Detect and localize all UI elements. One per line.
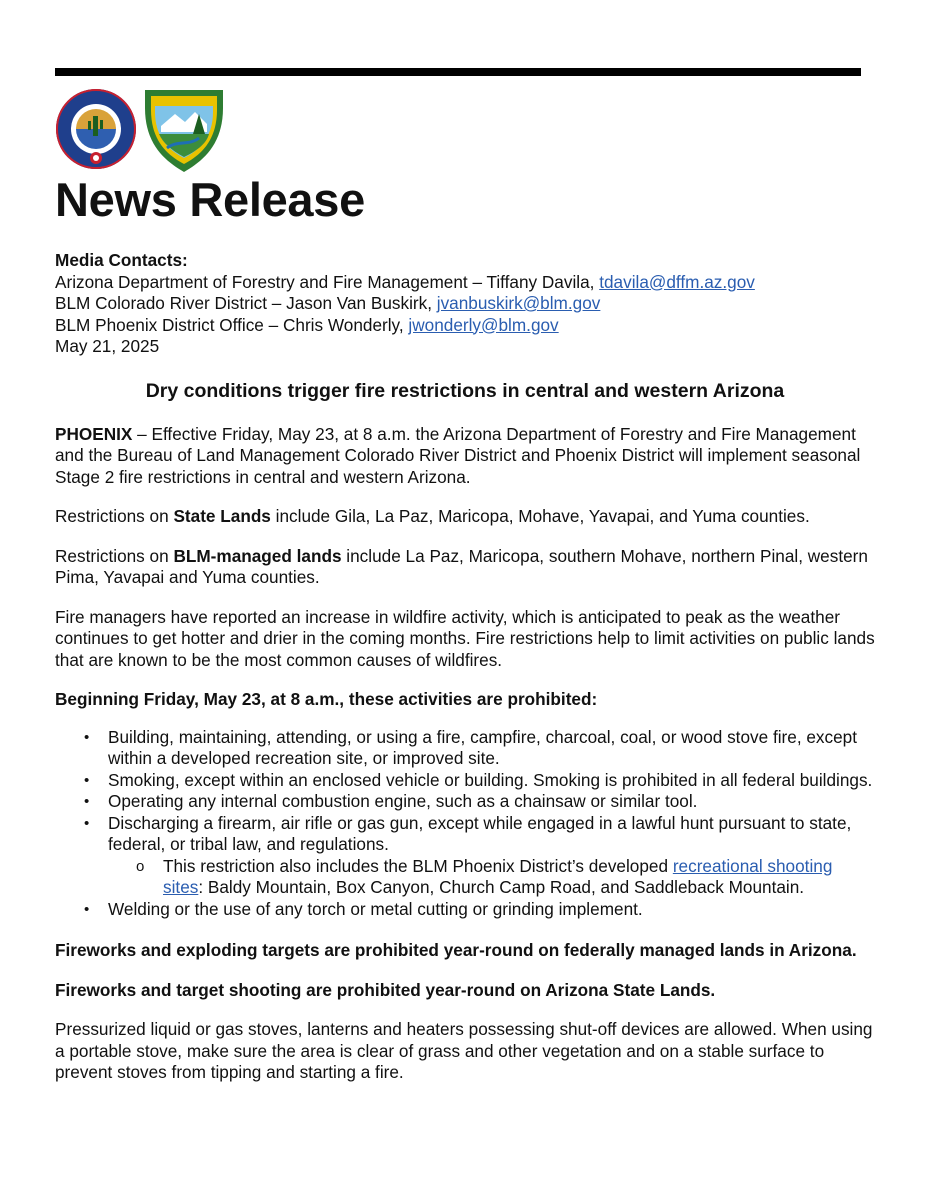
state-lands-paragraph	[55, 506, 875, 528]
dateline: PHOENIX	[55, 423, 133, 444]
logo-row	[55, 88, 255, 174]
contact-name: BLM Colorado River District – Jason Van Buskirk,	[55, 293, 437, 313]
email-link[interactable]: jwonderly@blm.gov	[408, 314, 559, 335]
fireworks-federal-note: Fireworks and exploding targets are prohibited year-round on federally managed lands in Arizona.	[55, 940, 857, 960]
email-link[interactable]: tdavila@dffm.az.gov	[599, 271, 755, 292]
release-body	[55, 250, 875, 1084]
list-item	[84, 769, 875, 792]
contact-name: BLM Phoenix District Office – Chris Wonderly,	[55, 314, 409, 335]
list-item	[84, 812, 875, 899]
bullet-icon: •	[84, 728, 90, 746]
media-contacts-label: Media Contacts:	[55, 250, 188, 270]
circle-bullet-icon: o	[136, 857, 145, 875]
list-item	[84, 898, 875, 921]
blm-lands-paragraph	[55, 546, 875, 589]
text-span: Restrictions on	[55, 506, 174, 526]
text-span: include Gila, La Paz, Maricopa, Mohave, Yavapai, and Yuma counties.	[270, 506, 810, 526]
bullet-icon: •	[84, 793, 90, 810]
state-lands-label: State Lands	[173, 506, 271, 526]
list-item-text: Building, maintaining, attending, or using a fire, campfire, charcoal, coal, or wood stove fire, except within a developed recreation site, or improved site.	[108, 726, 858, 768]
contact-line	[55, 315, 875, 337]
contact-line	[55, 272, 875, 294]
headline: Dry conditions trigger fire restrictions in central and western Arizona	[145, 379, 785, 402]
fireworks-state-note: Fireworks and target shooting are prohibited year-round on Arizona State Lands.	[55, 979, 716, 1000]
blm-lands-label: BLM-managed lands	[173, 545, 342, 566]
sub-list	[108, 856, 875, 899]
managers-paragraph: Fire managers have reported an increase in wildfire activity, which is anticipated to peak as the weather continues to get hotter and drier in the coming months. Fire restrictions help to limit activities on public lands that are known to be the most common causes of wildfires.	[55, 606, 875, 670]
bullet-icon: •	[84, 814, 90, 832]
list-item-text: Discharging a firearm, air rifle or gas gun, except while engaged in a lawful hunt pursuant to state, federal, or tribal law, and regulations.	[108, 812, 852, 854]
page-title: News Release	[55, 173, 365, 226]
text-span: Restrictions on	[55, 545, 174, 566]
release-date: May 21, 2025	[55, 336, 160, 356]
media-contacts	[55, 250, 875, 358]
list-item-text: Welding or the use of any torch or metal cutting or grinding implement.	[108, 898, 643, 919]
header-rule	[55, 68, 861, 76]
shooting-sites-link[interactable]: recreational shooting sites	[163, 855, 833, 897]
text-span: include La Paz, Maricopa, southern Mohave, northern Pinal, western Pima, Yavapai and Yuma counties.	[55, 545, 868, 587]
bullet-icon: •	[84, 771, 90, 789]
contact-name: Arizona Department of Forestry and Fire Management – Tiffany Davila,	[55, 271, 600, 292]
blm-shield-icon	[141, 88, 227, 174]
contact-line	[55, 293, 875, 315]
stoves-paragraph: Pressurized liquid or gas stoves, lanterns and heaters possessing shut-off devices are allowed. When using a portable stove, make sure the area is clear of grass and other vegetation and on a stable surface to prevent stoves from tipping and starting a fire.	[55, 1019, 873, 1082]
list-item	[84, 726, 875, 770]
intro-paragraph	[55, 424, 875, 489]
bullet-icon: •	[84, 900, 90, 918]
email-link[interactable]: jvanbuskirk@blm.gov	[436, 293, 601, 313]
text-span: This restriction also includes the BLM Phoenix District’s developed	[163, 855, 673, 876]
dffm-seal-icon	[55, 88, 137, 170]
list-item-text: Smoking, except within an enclosed vehicle or building. Smoking is prohibited in all federal buildings.	[108, 769, 873, 790]
sub-list-item	[136, 855, 875, 899]
text-span: : Baldy Mountain, Box Canyon, Church Camp Road, and Saddleback Mountain.	[198, 877, 805, 897]
intro-text: – Effective Friday, May 23, at 8 a.m. the Arizona Department of Forestry and Fire Management and the Bureau of Land Management Colorado River District and Phoenix District will implement seasonal Stage 2 fire restrictions in central and western Arizona.	[55, 423, 861, 487]
prohibited-list	[55, 727, 875, 921]
list-item	[84, 791, 875, 813]
list-item-text: Operating any internal combustion engine, such as a chainsaw or similar tool.	[108, 791, 698, 811]
prohibited-heading: Beginning Friday, May 23, at 8 a.m., these activities are prohibited:	[55, 689, 598, 709]
